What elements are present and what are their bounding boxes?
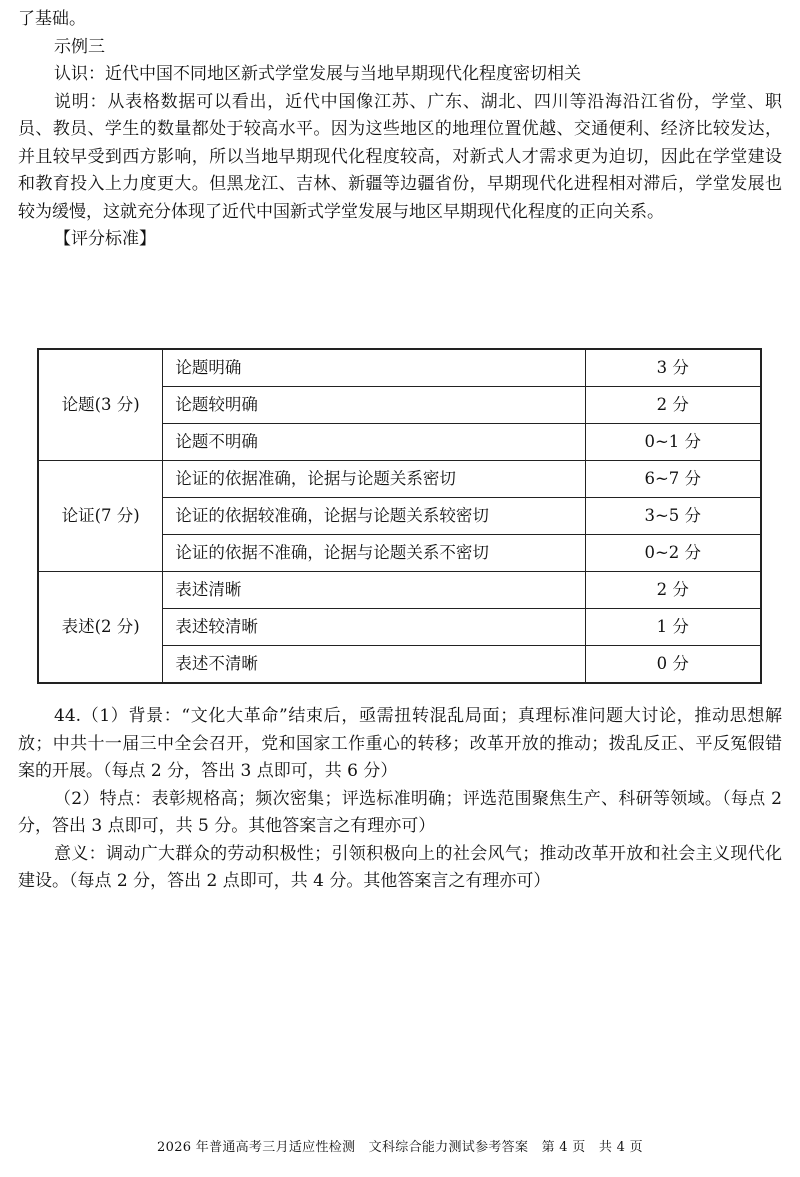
points-cell: 2 分 [585, 387, 761, 424]
q44-meaning-paragraph: 意义：调动广大群众的劳动积极性；引领积极向上的社会风气；推动改革开放和社会主义现代化建设。（每点 2 分，答出 2 点即可，共 4 分。其他答案言之有理亦可） [18, 843, 782, 891]
scoring-title: 【评分标准】 [54, 229, 156, 249]
scoring-table [37, 348, 762, 684]
example-heading: 示例三 [54, 36, 105, 57]
criterion-cell: 表述清晰 [163, 572, 585, 609]
criterion-cell: 论题不明确 [163, 424, 585, 461]
category-cell: 论题(3 分) [38, 349, 163, 461]
category-cell: 表述(2 分) [38, 572, 163, 684]
criterion-cell: 表述较清晰 [163, 609, 585, 646]
category-cell: 论证(7 分) [38, 461, 163, 572]
view-statement: 认识：近代中国不同地区新式学堂发展与当地早期现代化程度密切相关 [54, 64, 581, 84]
points-cell: 0~1 分 [585, 424, 761, 461]
answer-text-top [18, 6, 782, 258]
q44-part1-paragraph: 44.（1）背景：“文化大革命”结束后，亟需扭转混乱局面；真理标准问题大讨论，推动思想解放；中共十一届三中全会召开，党和国家工作重心的转移；改革开放的推动；拨乱反正、平反冤假错案的开展。（每点 2 分，答出 3 点即可，共 6 分） [18, 706, 782, 781]
table-row [38, 572, 761, 609]
page-footer: 2026 年普通高考三月适应性检测 文科综合能力测试参考答案 第 4 页 共 4 页 [157, 1140, 643, 1155]
explanation-paragraph: 说明：从表格数据可以看出，近代中国像江苏、广东、湖北、四川等沿海沿江省份，学堂、职员、教员、学生的数量都处于较高水平。因为这些地区的地理位置优越、交通便利、经济比较发达，并且较早受到西方影响，所以当地早期现代化程度较高，对新式人才需求更为迫切，因此在学堂建设和教育投入上力度更大。但黑龙江、吉林、新疆等边疆省份，早期现代化进程相对滞后，学堂发展也较为缓慢，这就充分体现了近代中国新式学堂发展与地区早期现代化程度的正向关系。 [18, 91, 782, 222]
points-cell: 1 分 [585, 609, 761, 646]
points-cell: 6~7 分 [585, 461, 761, 498]
criterion-cell: 论证的依据较准确，论据与论题关系较密切 [163, 498, 585, 535]
criterion-cell: 论证的依据准确，论据与论题关系密切 [163, 461, 585, 498]
table-row [38, 349, 761, 387]
intro-line: 了基础。 [18, 9, 86, 29]
criterion-cell: 论证的依据不准确，论据与论题关系不密切 [163, 535, 585, 572]
points-cell: 2 分 [585, 572, 761, 609]
points-cell: 0 分 [585, 646, 761, 684]
points-cell: 3~5 分 [585, 498, 761, 535]
table-row [38, 461, 761, 498]
criterion-cell: 表述不清晰 [163, 646, 585, 684]
answer-text-bottom [18, 703, 782, 896]
points-cell: 3 分 [585, 349, 761, 387]
criterion-cell: 论题较明确 [163, 387, 585, 424]
points-cell: 0~2 分 [585, 535, 761, 572]
criterion-cell: 论题明确 [163, 349, 585, 387]
q44-part2-paragraph: （2）特点：表彰规格高；频次密集；评选标准明确；评选范围聚焦生产、科研等领域。（每点 2 分，答出 3 点即可，共 5 分。其他答案言之有理亦可） [18, 788, 782, 836]
